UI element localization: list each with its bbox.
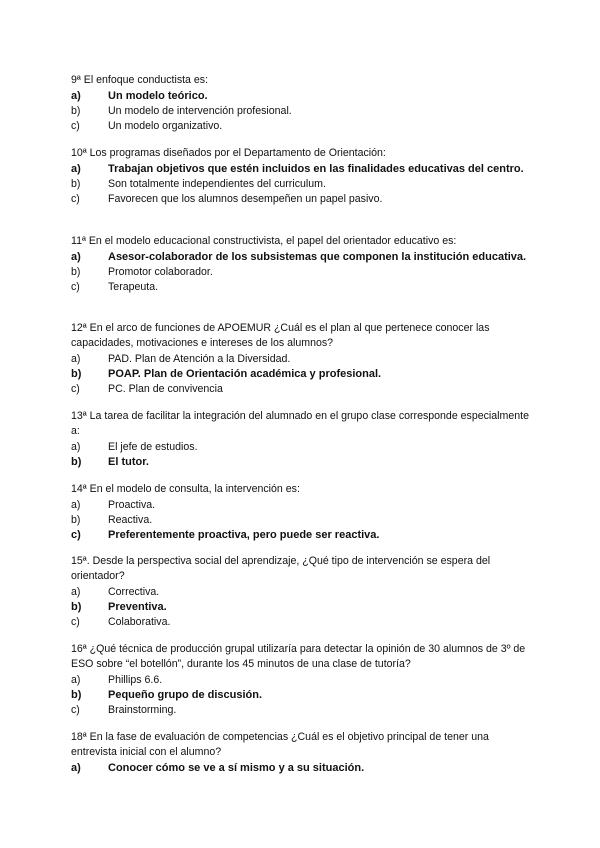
option-text: PC. Plan de convivencia bbox=[108, 383, 223, 395]
option-text: Preferentemente proactiva, pero puede ser reactiva. bbox=[108, 529, 380, 541]
option-text: El jefe de estudios. bbox=[108, 441, 198, 453]
answer-option bbox=[71, 177, 529, 192]
option-text: Son totalmente independientes del curriculum. bbox=[108, 178, 326, 190]
option-text: Un modelo de intervención profesional. bbox=[108, 105, 292, 117]
option-letter: b) bbox=[71, 178, 81, 190]
option-letter: a) bbox=[71, 499, 81, 511]
question-block bbox=[71, 642, 529, 718]
option-letter: c) bbox=[71, 193, 80, 205]
answer-option bbox=[71, 703, 529, 718]
question-block bbox=[71, 321, 529, 397]
option-letter: a) bbox=[71, 586, 81, 598]
option-letter: c) bbox=[71, 281, 80, 293]
option-letter: b) bbox=[71, 514, 81, 526]
option-letter: a) bbox=[71, 90, 81, 102]
answer-option-correct bbox=[71, 250, 529, 265]
option-letter: b) bbox=[71, 689, 82, 701]
answer-option bbox=[71, 440, 529, 455]
option-letter: a) bbox=[71, 762, 81, 774]
option-letter: c) bbox=[71, 704, 80, 716]
option-text: Trabajan objetivos que estén incluidos en las finalidades educativas del centro. bbox=[108, 163, 524, 175]
option-text: Preventiva. bbox=[108, 601, 167, 613]
question-text: 9ª El enfoque conductista es: bbox=[71, 74, 209, 86]
option-letter: a) bbox=[71, 163, 81, 175]
option-text: Correctiva. bbox=[108, 586, 160, 598]
question-block bbox=[71, 146, 529, 207]
question-text: 11ª En el modelo educacional constructivista, el papel del orientador educativo es: bbox=[71, 235, 457, 247]
answer-option bbox=[71, 498, 529, 513]
answer-option bbox=[71, 382, 529, 397]
answer-option bbox=[71, 119, 529, 134]
answer-option-correct bbox=[71, 528, 529, 543]
answer-option-correct bbox=[71, 600, 529, 615]
option-text: Asesor-colaborador de los subsistemas que componen la institución educativa. bbox=[108, 251, 527, 263]
option-letter: c) bbox=[71, 120, 80, 132]
answer-option-correct bbox=[71, 688, 529, 703]
option-letter: b) bbox=[71, 368, 82, 380]
answer-option-correct bbox=[71, 761, 529, 776]
option-text: Colaborativa. bbox=[108, 616, 171, 628]
option-letter: c) bbox=[71, 383, 80, 395]
question-text: 16ª ¿Qué técnica de producción grupal utilizaría para detectar la opinión de 30 alumnos de 3º de ESO sobre “el botellón”, durante los 45 minutos de una clase de tutoría? bbox=[71, 643, 526, 670]
option-text: Favorecen que los alumnos desempeñen un papel pasivo. bbox=[108, 193, 383, 205]
answer-option bbox=[71, 104, 529, 119]
option-letter: c) bbox=[71, 616, 80, 628]
option-text: Promotor colaborador. bbox=[108, 266, 213, 278]
answer-option bbox=[71, 513, 529, 528]
question-block bbox=[71, 73, 529, 134]
option-text: Conocer cómo se ve a sí mismo y a su situación. bbox=[108, 762, 365, 774]
question-text: 10ª Los programas diseñados por el Departamento de Orientación: bbox=[71, 147, 386, 159]
option-letter: b) bbox=[71, 105, 81, 117]
answer-option bbox=[71, 352, 529, 367]
option-text: Phillips 6.6. bbox=[108, 674, 163, 686]
answer-option bbox=[71, 585, 529, 600]
question-block bbox=[71, 730, 529, 776]
question-text: 12ª En el arco de funciones de APOEMUR ¿Cuál es el plan al que pertenece conocer las capacidades, motivaciones e intereses de los alumnos? bbox=[71, 322, 490, 349]
option-text: Reactiva. bbox=[108, 514, 153, 526]
question-text: 18ª En la fase de evaluación de competencias ¿Cuál es el objetivo principal de tener una entrevista inicial con el alumno? bbox=[71, 731, 489, 758]
answer-option bbox=[71, 673, 529, 688]
question-text: 14ª En el modelo de consulta, la intervención es: bbox=[71, 483, 300, 495]
answer-option bbox=[71, 265, 529, 280]
answer-option-correct bbox=[71, 89, 529, 104]
question-block bbox=[71, 234, 529, 295]
answer-option-correct bbox=[71, 455, 529, 470]
option-text: Terapeuta. bbox=[108, 281, 159, 293]
option-letter: a) bbox=[71, 353, 81, 365]
option-text: El tutor. bbox=[108, 456, 149, 468]
answer-option-correct bbox=[71, 367, 529, 382]
option-letter: a) bbox=[71, 251, 81, 263]
answer-option bbox=[71, 280, 529, 295]
question-text: 15ª. Desde la perspectiva social del aprendizaje, ¿Qué tipo de intervención se espera del orientador? bbox=[71, 555, 491, 582]
option-letter: b) bbox=[71, 456, 82, 468]
option-letter: b) bbox=[71, 266, 81, 278]
option-text: Pequeño grupo de discusión. bbox=[108, 689, 263, 701]
option-text: Brainstorming. bbox=[108, 704, 177, 716]
question-block bbox=[71, 554, 529, 630]
answer-option bbox=[71, 615, 529, 630]
option-text: Proactiva. bbox=[108, 499, 156, 511]
option-letter: b) bbox=[71, 601, 82, 613]
question-block bbox=[71, 409, 529, 470]
answer-option-correct bbox=[71, 162, 529, 177]
option-text: Un modelo organizativo. bbox=[108, 120, 223, 132]
answer-option bbox=[71, 192, 529, 207]
option-text: PAD. Plan de Atención a la Diversidad. bbox=[108, 353, 291, 365]
question-block bbox=[71, 482, 529, 543]
option-text: Un modelo teórico. bbox=[108, 90, 208, 102]
option-letter: c) bbox=[71, 529, 81, 541]
option-text: POAP. Plan de Orientación académica y profesional. bbox=[108, 368, 382, 380]
question-text: 13ª La tarea de facilitar la integración del alumnado en el grupo clase corresponde especialmente a: bbox=[71, 410, 529, 437]
option-letter: a) bbox=[71, 674, 81, 686]
option-letter: a) bbox=[71, 441, 81, 453]
